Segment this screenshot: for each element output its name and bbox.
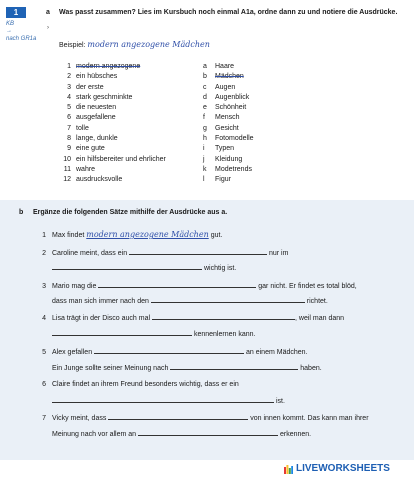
blank-input[interactable] — [138, 429, 278, 436]
sentence-4-cont — [36, 329, 255, 340]
sentence-7 — [36, 413, 369, 424]
left-item — [60, 124, 210, 134]
right-item — [203, 113, 323, 123]
right-item — [203, 144, 323, 154]
sentence-3-cont — [36, 296, 328, 307]
example-answer: modern angezogene Mädchen — [87, 40, 210, 49]
right-expression-list — [203, 62, 323, 186]
liveworksheets-logo-icon — [284, 464, 293, 474]
sentence-text: Vicky meint, dass — [52, 415, 107, 422]
sentence-3 — [36, 281, 357, 292]
sentence-number: 1 — [42, 232, 46, 239]
right-item — [203, 134, 323, 144]
right-item — [203, 83, 323, 93]
item-letter: d — [203, 93, 207, 101]
sentence-text: Ein Junge sollte seiner Meinung nach — [52, 365, 169, 372]
left-item — [60, 83, 210, 93]
item-number: 6 — [67, 114, 71, 122]
right-item — [203, 103, 323, 113]
left-item — [60, 175, 210, 185]
sentence-4 — [36, 313, 344, 324]
blank-input[interactable] — [52, 329, 192, 336]
item-text: der erste — [76, 83, 104, 91]
sentence-2-cont — [36, 263, 236, 274]
margin-note-arrow: → — [6, 28, 12, 34]
left-item — [60, 134, 210, 144]
sentence-number: 5 — [42, 349, 46, 356]
item-number: 11 — [63, 165, 71, 173]
left-item — [60, 155, 210, 165]
item-number: 9 — [67, 145, 71, 153]
item-number: 8 — [67, 135, 71, 143]
sentence-text: Mario mag die — [52, 283, 97, 290]
item-number: 1 — [67, 63, 71, 70]
right-item — [203, 165, 323, 175]
item-text: Modetrends — [215, 165, 252, 173]
item-text: eine gute — [76, 145, 105, 153]
blank-input[interactable] — [52, 263, 202, 270]
item-text: tolle — [76, 124, 89, 132]
item-text: Augenblick — [215, 93, 250, 101]
sentence-text: kennenlernen kann. — [193, 331, 256, 338]
sentence-text: Caroline meint, dass ein — [52, 250, 128, 257]
item-text: ausdrucksvolle — [76, 176, 123, 184]
item-text: Gesicht — [215, 124, 239, 132]
right-item — [203, 72, 323, 82]
example-label: Beispiel: — [59, 42, 86, 49]
item-number: 10 — [63, 155, 71, 163]
sentence-text: gut. — [210, 232, 223, 239]
item-number: 3 — [67, 83, 71, 91]
margin-note-grammar: nach GR1a — [6, 36, 37, 42]
sentence-2 — [36, 248, 288, 259]
sentence-text: an einem Mädchen. — [246, 349, 308, 356]
sentence-text: , weil man dann — [295, 315, 345, 322]
sentence-text: Lisa trägt in der Disco auch mal — [52, 315, 151, 322]
item-text: Kleidung — [215, 155, 243, 163]
sentence-1 — [36, 230, 222, 241]
item-letter: h — [203, 135, 207, 143]
sentence-number: 2 — [42, 250, 46, 257]
item-text: Augen — [215, 83, 236, 91]
part-a-instruction: Was passt zusammen? Lies im Kursbuch noch einmal A1a, ordne dann zu und notiere die Ausdrücke. — [59, 9, 398, 16]
item-text: ein hilfsbereiter und ehrlicher — [76, 155, 166, 163]
sentence-number: 7 — [42, 415, 46, 422]
footer-brand-text: LIVEWORKSHEETS — [296, 463, 390, 474]
item-text: Typen — [215, 145, 235, 153]
item-number: 2 — [67, 73, 71, 81]
sentence-text: wichtig ist. — [203, 265, 237, 272]
part-b-instruction: Ergänze die folgenden Sätze mithilfe der Ausdrücke aus a. — [33, 209, 228, 216]
sentence-text: richtet. — [306, 298, 328, 305]
sentence-text: nur im — [269, 250, 289, 257]
item-letter: c — [203, 83, 207, 91]
blank-input[interactable] — [151, 296, 305, 303]
sentence-text: ist. — [275, 398, 285, 405]
right-item — [203, 175, 323, 185]
sentence-number: 3 — [42, 283, 46, 290]
sentence-text: Max findet — [52, 232, 85, 239]
item-number: 7 — [67, 124, 71, 132]
item-text: wahre — [76, 165, 96, 173]
item-text: Haare — [215, 63, 235, 70]
blank-input[interactable] — [170, 363, 298, 370]
item-letter: g — [203, 124, 207, 132]
left-item — [60, 62, 210, 72]
sentence-6-cont — [36, 396, 285, 407]
sentence-text: dass man sich immer nach den — [52, 298, 149, 305]
left-item — [60, 93, 210, 103]
blank-input[interactable] — [129, 248, 267, 255]
item-number: 4 — [67, 93, 71, 101]
arrow-icon: › — [47, 25, 49, 31]
item-letter: i — [203, 145, 205, 153]
item-number: 5 — [67, 104, 71, 112]
right-item — [203, 62, 323, 72]
item-text: die neuesten — [76, 104, 117, 112]
sentence-7-cont — [36, 429, 311, 440]
left-item — [60, 72, 210, 82]
sentence-number: 6 — [42, 381, 46, 388]
item-text: ein hübsches — [76, 73, 118, 81]
left-item — [60, 103, 210, 113]
sentence-text: Alex gefallen — [52, 349, 93, 356]
task-number-badge: 1 — [6, 7, 26, 18]
item-number: 12 — [63, 176, 71, 184]
item-text: Fotomodelle — [215, 135, 254, 143]
sentence-text: gar nicht. Er findet es total blöd, — [258, 283, 357, 290]
item-letter: k — [203, 165, 207, 173]
blank-input[interactable] — [52, 396, 274, 403]
blank-input[interactable] — [152, 313, 295, 320]
blank-input[interactable] — [108, 413, 248, 420]
item-text: Mädchen — [215, 73, 244, 81]
margin-note-kb: KB — [6, 21, 15, 27]
item-text: Figur — [215, 176, 231, 184]
item-letter: j — [203, 155, 205, 163]
item-letter: a — [203, 63, 207, 70]
sentence-5-cont — [36, 363, 322, 374]
left-item — [60, 165, 210, 175]
sentence-6 — [36, 380, 239, 390]
sentence-text: von innen kommt. Das kann man ihrer — [250, 415, 369, 422]
sentence-text: haben. — [300, 365, 322, 372]
item-letter: e — [203, 104, 207, 112]
footer-brand — [284, 463, 390, 474]
item-text: modern angezogene — [76, 63, 141, 70]
item-text: ausgefallene — [76, 114, 116, 122]
part-b-letter: b — [19, 209, 24, 216]
filled-answer: modern angezogene Mädchen — [86, 230, 209, 239]
sentence-number: 4 — [42, 315, 46, 322]
sentence-text: Meinung nach vor allem an — [52, 431, 137, 438]
left-item — [60, 113, 210, 123]
blank-input[interactable] — [94, 347, 244, 354]
item-text: Schönheit — [215, 104, 247, 112]
item-text: stark geschminkte — [76, 93, 133, 101]
item-letter: f — [203, 114, 205, 122]
part-a-letter: a — [46, 9, 50, 16]
example-line — [59, 40, 210, 49]
sentence-text: erkennen. — [279, 431, 312, 438]
right-item — [203, 93, 323, 103]
item-text: Mensch — [215, 114, 240, 122]
sentence-text: Claire findet an ihrem Freund besonders wichtig, dass er ein — [52, 381, 239, 388]
left-item — [60, 144, 210, 154]
item-letter: l — [203, 176, 205, 184]
sentence-5 — [36, 347, 307, 358]
item-letter: b — [203, 73, 207, 81]
item-text: lange, dunkle — [76, 135, 118, 143]
left-expression-list — [60, 62, 210, 186]
right-item — [203, 124, 323, 134]
right-item — [203, 155, 323, 165]
blank-input[interactable] — [98, 281, 256, 288]
